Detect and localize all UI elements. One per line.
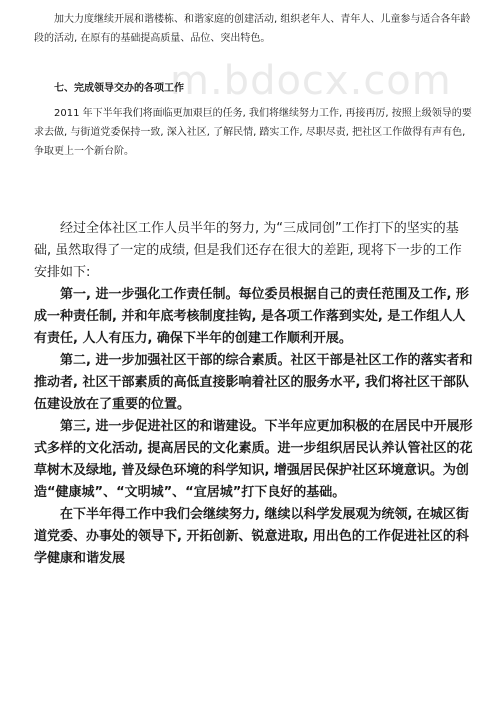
section-heading: 七、完成领导交办的各项工作 [54,83,184,94]
watermark: m.bdocx.com [170,58,452,104]
section-paragraph-block [34,104,474,161]
top-paragraph-block [34,10,474,48]
closing-paragraph: 在下半年得工作中我们会继续努力, 继续以科学发展观为统领, 在城区街道党委、办事处的领导下, 开拓创新、锐意进取, 用出色的工作促进社区的科学健康和谐发展 [34,507,469,566]
top-paragraph: 加大力度继续开展和谐楼栋、和谐家庭的创建活动, 组织老年人、青年人、儿童参与适合各年龄段的活动, 在原有的基础提高质量、品位、突出特色。 [34,14,471,44]
intro-paragraph: 经过全体社区工作人员半年的努力, 为“三成同创”工作打下的坚实的基础, 虽然取得了一定的成绩, 但是我们还存在很大的差距, 现将下一步的工作安排如下: [34,221,462,280]
point-3-paragraph: 第三, 进一步促进社区的和谐建设。下半年应更加积极的在居民中开展形式多样的文化活动, 提高居民的文化素质。进一步组织居民认养认管社区的花草树木及绿地, 普及绿色环境的科学知识, 增强居民保护社区环境意识。为创造“健康城”、“文明城”、“宜居城”打下良好的基础。 [34,419,473,500]
point-1-paragraph: 第一, 进一步强化工作责任制。每位委员根据自己的责任范围及工作, 形成一种责任制, 并和年底考核制度挂钩, 是各项工作落到实处, 是工作组人人有责任, 人人有压力, 确保下半年的创建工作顺利开展。 [34,287,469,346]
main-body [34,218,474,570]
section-paragraph: 2011 年下半年我们将面临更加艰巨的任务, 我们将继续努力工作, 再接再厉, 按照上级领导的要求去做, 与街道党委保持一致, 深入社区, 了解民情, 踏实工作, 尽职尽责, 把社区工作做得有声有色, 争取更上一个新台阶。 [34,108,472,157]
point-2-paragraph: 第二, 进一步加强社区干部的综合素质。社区干部是社区工作的落实者和推动者, 社区干部素质的高低直接影响着社区的服务水平, 我们将社区干部队伍建设放在了重要的位置。 [34,353,473,412]
